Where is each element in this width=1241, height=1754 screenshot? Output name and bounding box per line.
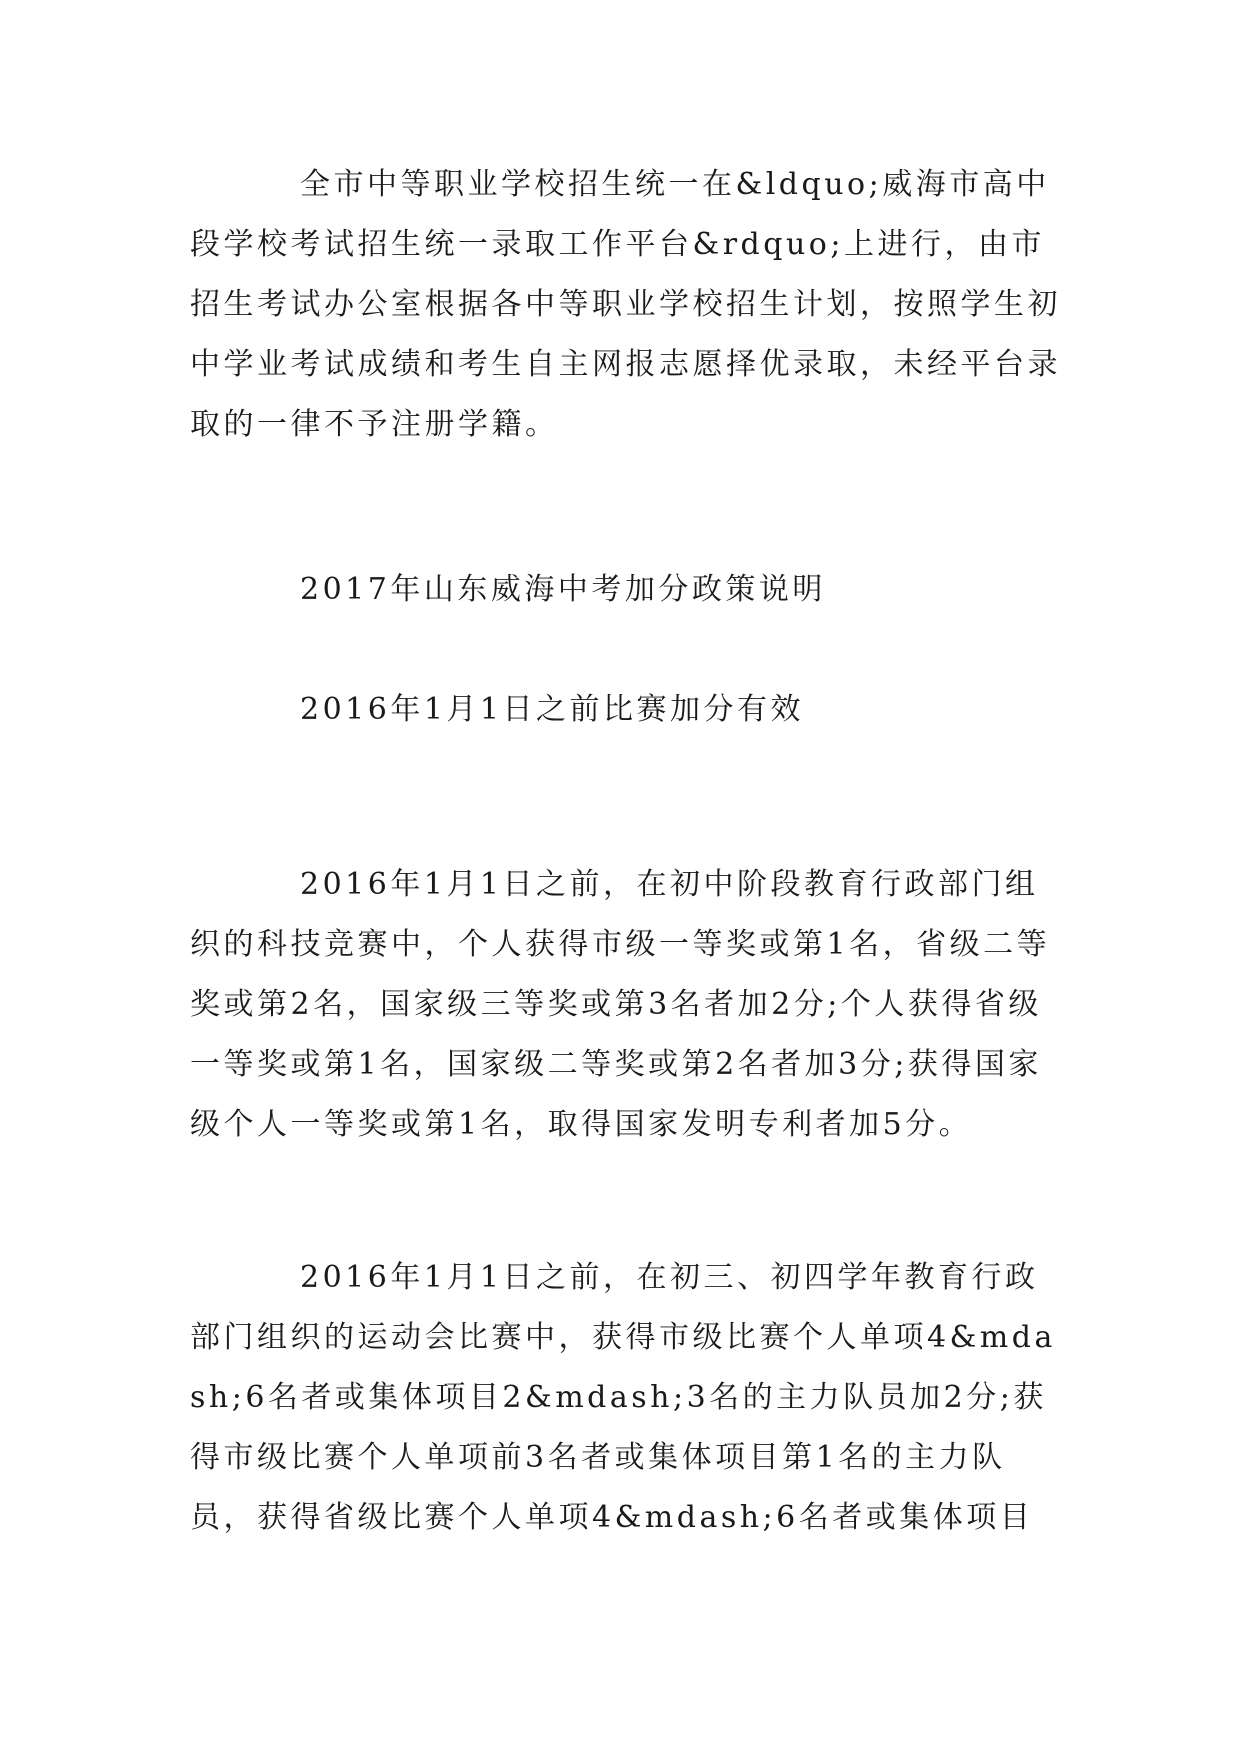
paragraph-sports-competition: 2016年1月1日之前，在初三、初四学年教育行政部门组织的运动会比赛中，获得市级比赛个人单项4&mdash;6名者或集体项目2&mdash;3名的主力队员加2分;获得市级比赛个人单项前3名者或集体项目第1名的主力队员，获得省级比赛个人单项4&mdash;6名者或集体项目 xyxy=(190,1260,1056,1535)
section-heading-policy: 2017年山东威海中考加分政策说明 xyxy=(300,572,826,607)
paragraph-science-competition: 2016年1月1日之前，在初中阶段教育行政部门组织的科技竞赛中，个人获得市级一等奖或第1名，省级二等奖或第2名，国家级三等奖或第3名者加2分;个人获得省级一等奖或第1名，国家级二等奖或第2名者加3分;获得国家级个人一等奖或第1名，取得国家发明专利者加5分。 xyxy=(190,867,1051,1142)
paragraph-enrollment-platform: 全市中等职业学校招生统一在&ldquo;威海市高中段学校考试招生统一录取工作平台&rdquo;上进行，由市招生考试办公室根据各中等职业学校招生计划，按照学生初中学业考试成绩和考生自主网报志愿择优录取，未经平台录取的一律不予注册学籍。 xyxy=(190,167,1061,442)
section-heading-validity: 2016年1月1日之前比赛加分有效 xyxy=(300,692,805,727)
